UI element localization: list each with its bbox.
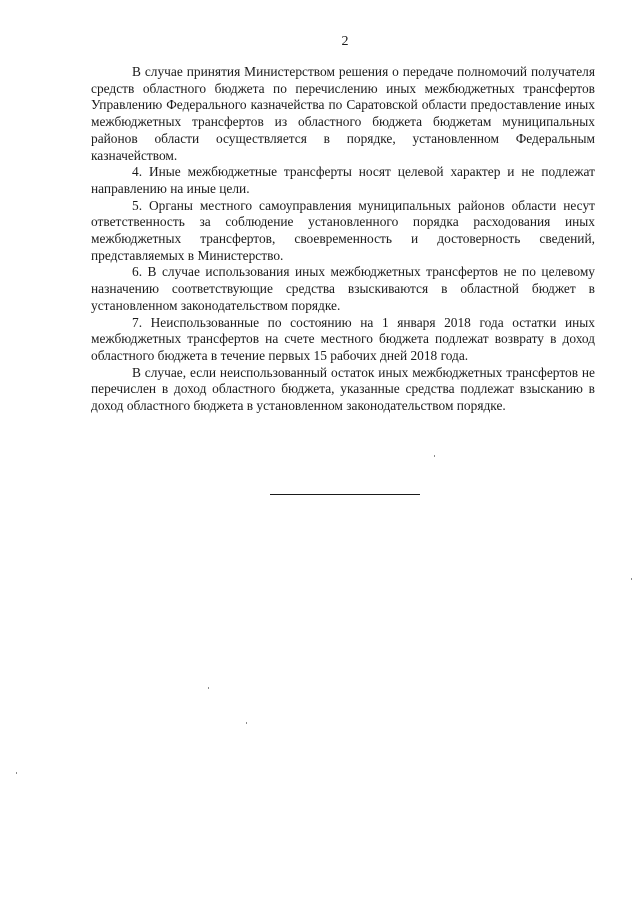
page-number: 2 <box>341 34 349 49</box>
scan-speck <box>208 687 209 689</box>
scan-speck <box>246 722 247 724</box>
end-separator-line <box>270 494 420 495</box>
paragraph-7-unused-balances: 7. Неиспользованные по состоянию на 1 января 2018 года остатки иных межбюджетных трансфертов на счете местного бюджета подлежат возврату в доход областного бюджета в течение первых 15 рабочих дней 2018 года. <box>91 314 595 363</box>
scan-speck <box>434 455 435 457</box>
paragraph-treasury-transfer: В случае принятия Министерством решения о передаче полномочий получателя средств областного бюджета по перечислению иных межбюджетных трансфертов Управлению Федерального казначейства по Саратовской области предоставление иных межбюджетных трансфертов из областного бюджета бюджетам муниципальных районов области осуществляется в порядке, установленном Федеральным казначейством. <box>91 64 595 163</box>
paragraph-6-misuse-recovery: 6. В случае использования иных межбюджетных трансфертов не по целевому назначению соответствующие средства взыскиваются в областной бюджет в установленном законодательством порядке. <box>91 264 595 313</box>
document-body <box>91 64 595 415</box>
paragraph-recovery-procedure: В случае, если неиспользованный остаток иных межбюджетных трансфертов не перечислен в доход областного бюджета, указанные средства подлежат взысканию в доход областного бюджета в установленном законодательством порядке. <box>91 364 595 414</box>
paragraph-5-responsibility: 5. Органы местного самоуправления муниципальных районов области несут ответственность за соблюдение установленного порядка расходования иных межбюджетных трансфертов, своевременность и достоверность сведений, представляемых в Министерство. <box>91 197 595 263</box>
scan-speck <box>631 578 632 580</box>
scan-speck <box>16 772 17 774</box>
paragraph-4-targeted-purpose: 4. Иные межбюджетные трансферты носят целевой характер и не подлежат направлению на иные цели. <box>91 164 595 196</box>
